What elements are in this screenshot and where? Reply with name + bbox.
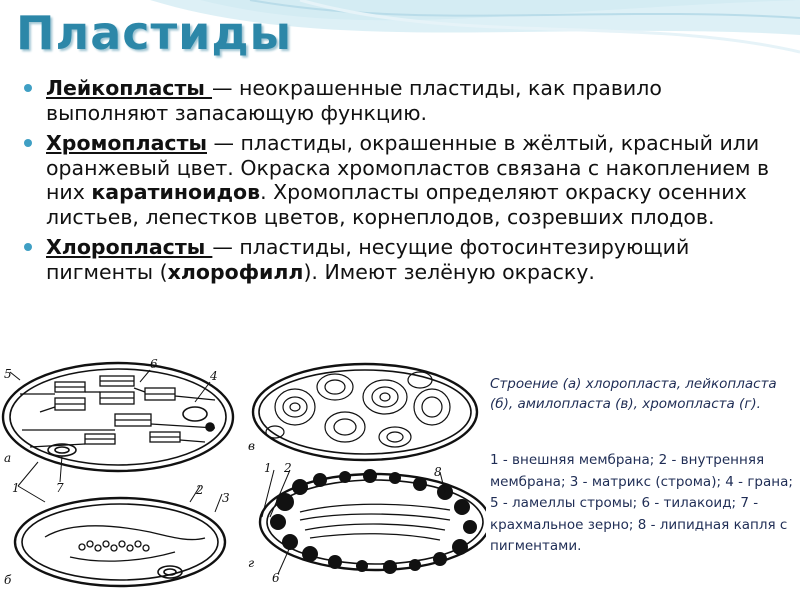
figure-number: 2 (196, 483, 204, 497)
page-title: Пластиды (16, 6, 293, 60)
chloroplast-drawing (3, 363, 233, 471)
figure-label-g: г (248, 556, 255, 570)
figure-number: 7 (56, 481, 64, 495)
bullet-text: ). Имеют зелёную окраску. (303, 259, 595, 284)
chromoplast-drawing (260, 469, 486, 574)
bullet-chromoplasts (46, 131, 786, 229)
bullet-text: . Хромопласты определяют окраску осенних листьев, лепестков цветов, корнеплодов, созревших плодов. (46, 180, 747, 229)
figure-number: 1 (12, 481, 20, 495)
term-chromoplasts: Хромопласты (46, 131, 207, 155)
figure-label-v: в (248, 439, 255, 453)
bullet-dot-icon (24, 243, 32, 251)
bullet-chloroplasts (46, 235, 786, 284)
bullet-dot-icon (24, 139, 32, 147)
plastid-structure-figure (0, 352, 486, 599)
strong-carotenoids: каратиноидов (91, 180, 261, 204)
bullet-leucoplasts (46, 76, 786, 125)
figure-label-b: б (4, 573, 12, 587)
figure-legend: 1 - внешняя мембрана; 2 - внутренняя мембрана; 3 - матрикс (строма); 4 - грана; 5 - ламеллы стромы; 6 - тилакоид; 7 - крахмальное зерно; 8 - липидная капля с пигментами. (490, 452, 793, 554)
bullet-dot-icon (24, 84, 32, 92)
term-leucoplasts: Лейкопласты (46, 76, 213, 100)
figure-number: 6 (272, 571, 280, 585)
figure-caption: Строение (а) хлоропласта, лейкопласта (б), амилопласта (в), хромопласта (г). (490, 376, 777, 412)
figure-number: 1 (264, 461, 272, 475)
bullet-text: — неокрашенные пластиды, как правило выполняют запасающую функцию. (46, 76, 662, 125)
figure-number: 5 (4, 367, 12, 381)
figure-label-a: а (4, 451, 12, 465)
figure-number: 4 (210, 369, 218, 383)
bullet-text: — пластиды, несущие фотосинтезирующий пигменты ( (46, 235, 690, 284)
figure-number: 3 (222, 491, 230, 505)
amyloplast-drawing (253, 364, 477, 460)
figure-number: 2 (284, 461, 292, 475)
leucoplast-drawing (15, 498, 225, 586)
bullet-list (46, 76, 786, 290)
bullet-text: — пластиды, окрашенные в жёлтый, красный или оранжевый цвет. Окраска хромопластов связана с накоплением в них (46, 131, 770, 204)
figure-number: 8 (434, 465, 442, 479)
strong-chlorophyll: хлорофилл (167, 259, 304, 284)
figure-number: 6 (150, 357, 158, 371)
term-chloroplasts: Хлоропласты (46, 235, 213, 259)
